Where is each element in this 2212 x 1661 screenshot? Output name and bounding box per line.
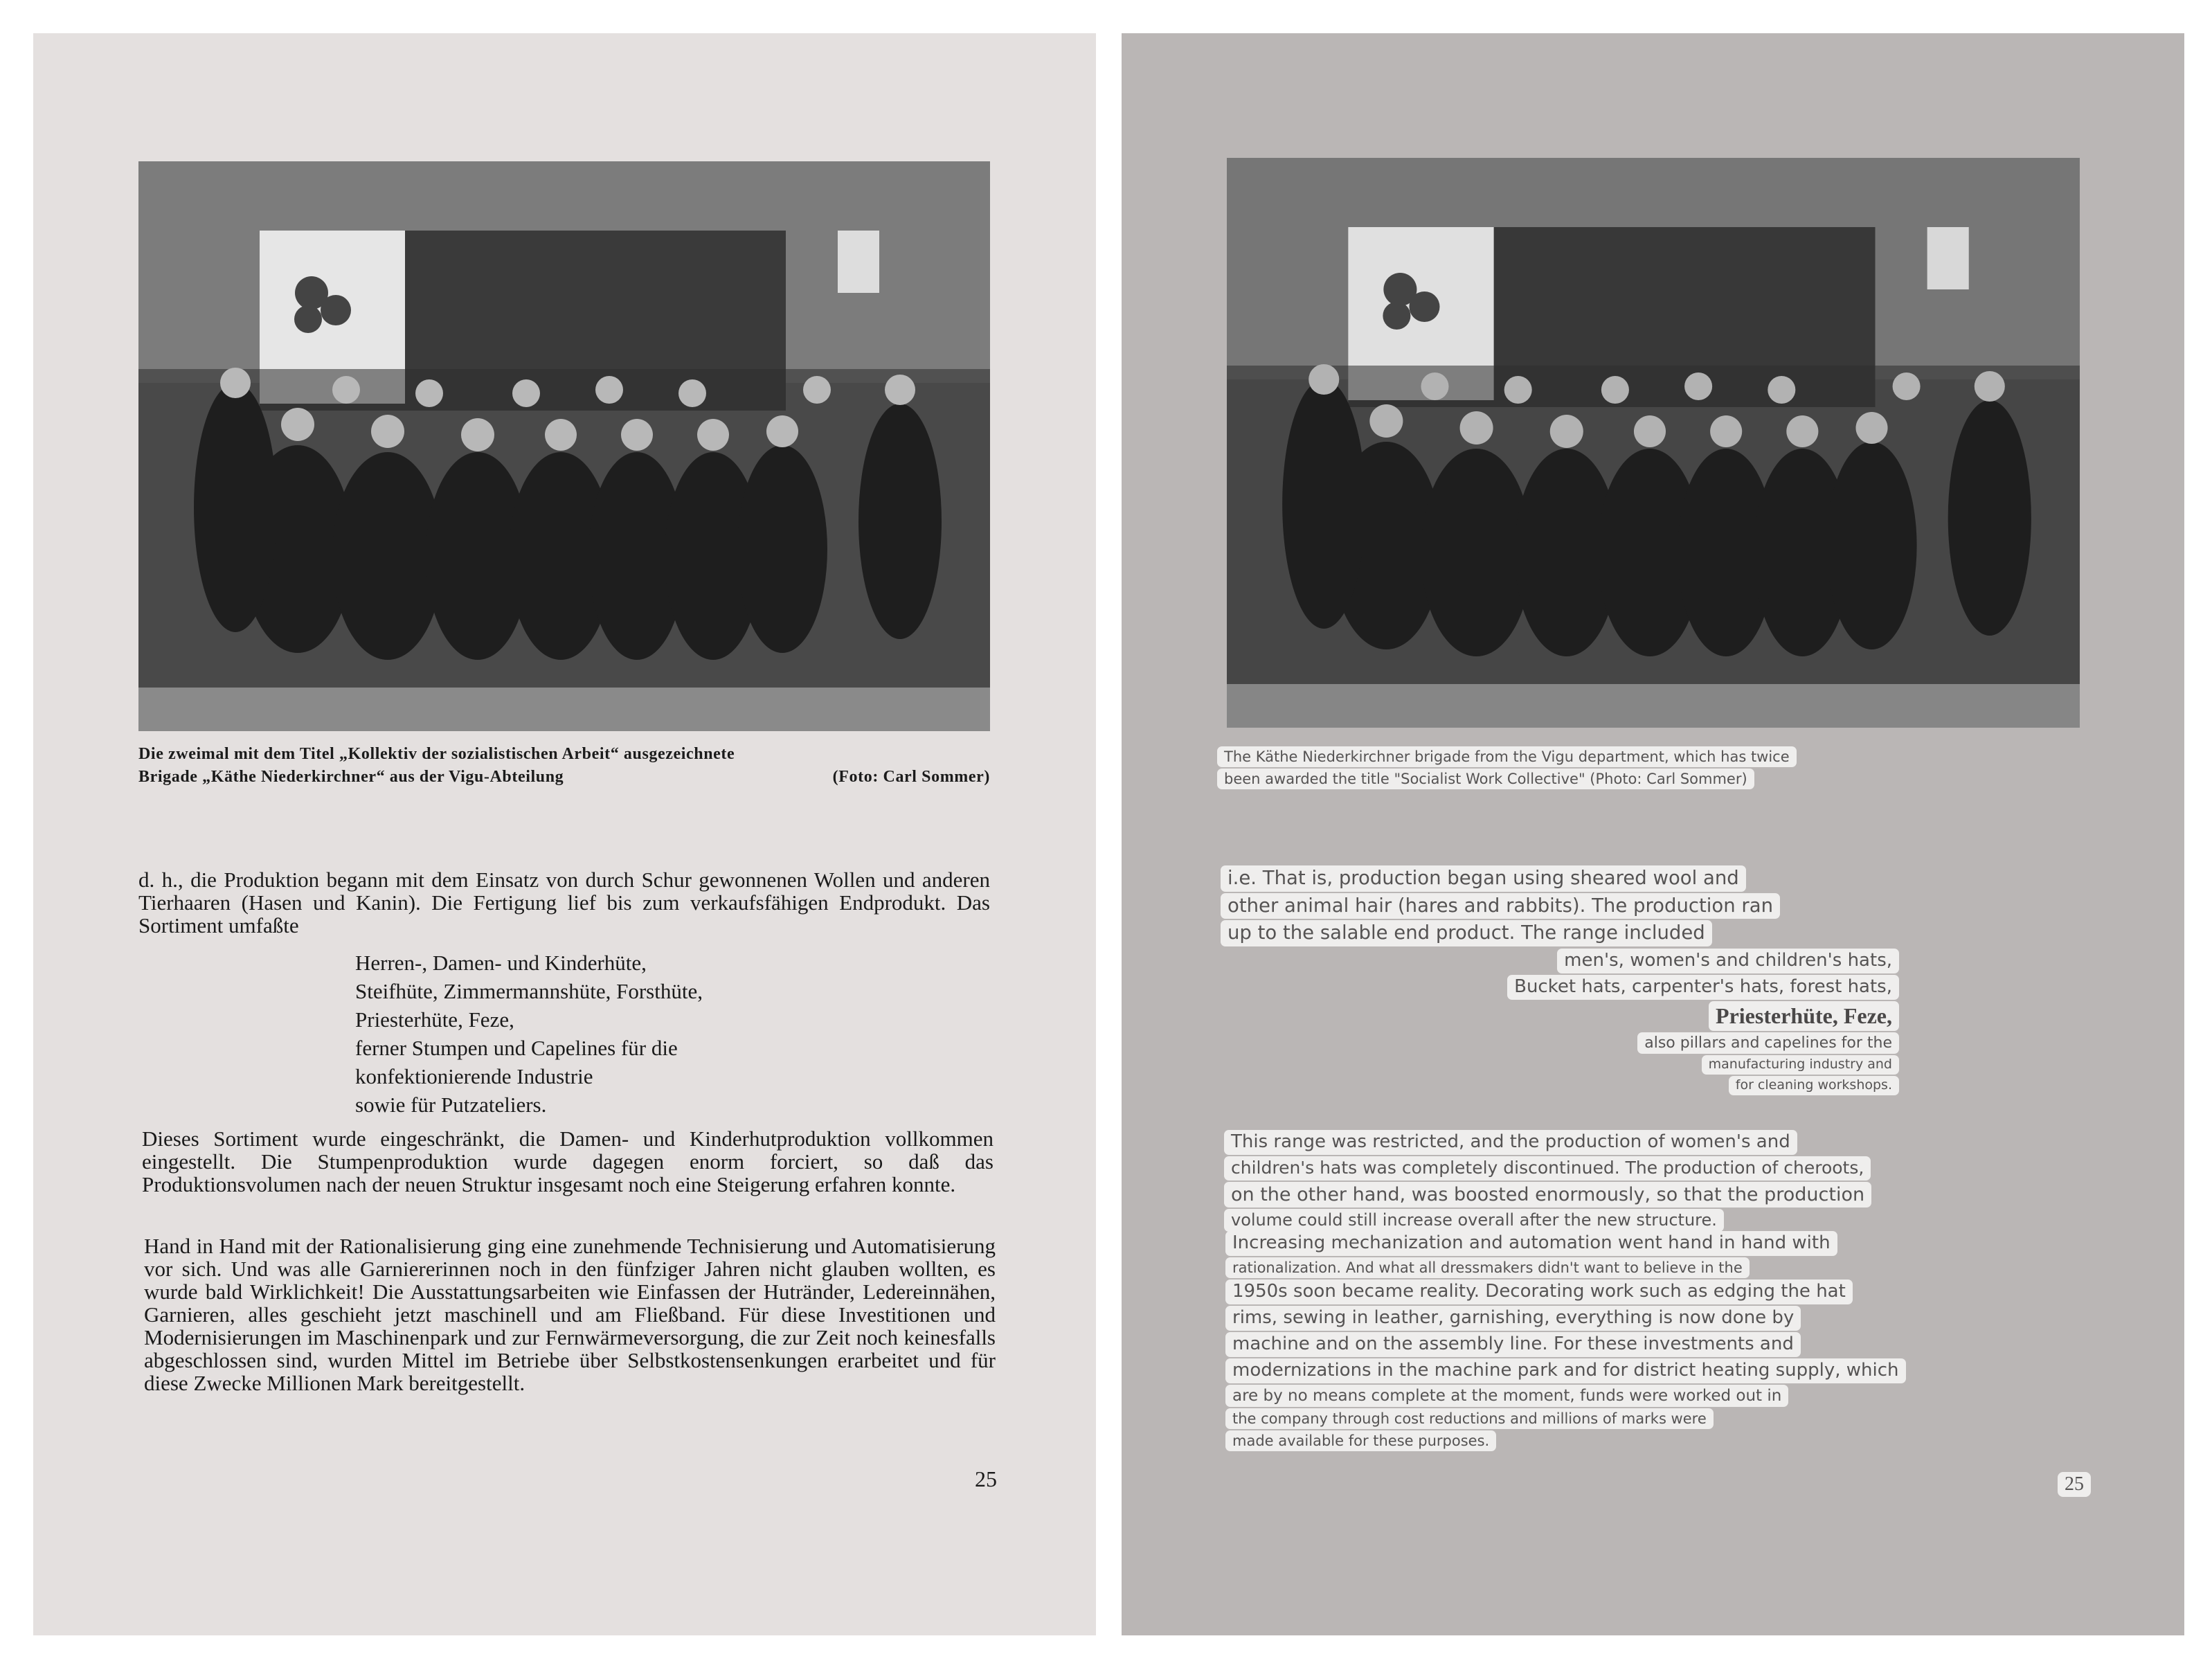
- translated-product-list: [1507, 949, 1899, 1097]
- translated-line: i.e. That is, production began using sheared wool and: [1221, 865, 1746, 892]
- translated-line: up to the salable end product. The range included: [1221, 920, 1712, 946]
- photo-placeholder-icon: [1227, 158, 2080, 728]
- translated-list-item: for cleaning workshops.: [1729, 1076, 1899, 1095]
- translated-list-item: Bucket hats, carpenter's hats, forest hats,: [1507, 975, 1899, 1000]
- translated-line: This range was restricted, and the production of women's and: [1224, 1130, 1797, 1155]
- translated-paragraph-1: [1221, 865, 1780, 948]
- paragraph-3: Hand in Hand mit der Rationalisierung ging eine zunehmende Technisierung und Automatisierung vor sich. Und was alle Garniererinnen noch in den fünfziger Jahren nicht glauben wollten, es wurde bald Wirklichkeit! Die Ausstattungsarbeiten wie Einfassen der Hutränder, Ledereinnähen, Garnieren, alles geschieht jetzt maschinell und am Fließband. Für diese Investitionen und Modernisierungen im Maschinenpark und zur Fernwärmeversorgung, die zur Zeit noch keinesfalls abgeschlossen sind, wurden Mittel im Betriebe über Selbstkostensenkungen erarbeitet und für diese Zwecke Millionen Mark bereitgestellt.: [144, 1234, 996, 1395]
- page-number: 25: [975, 1466, 997, 1491]
- photo-placeholder-icon: [138, 161, 990, 731]
- translated-line: Increasing mechanization and automation went hand in hand with: [1225, 1231, 1837, 1256]
- photo-caption: [138, 743, 990, 789]
- list-item: Priesterhüte, Feze,: [355, 1007, 514, 1032]
- translated-caption: [1217, 746, 1797, 791]
- translated-list-item: manufacturing industry and: [1702, 1055, 1899, 1075]
- translated-line: 1950s soon became reality. Decorating work such as edging the hat: [1225, 1280, 1853, 1304]
- translated-line: made available for these purposes.: [1225, 1430, 1496, 1451]
- brigade-group-photo: [138, 161, 990, 731]
- translated-line: machine and on the assembly line. For these investments and: [1225, 1332, 1801, 1357]
- translated-line: rims, sewing in leather, garnishing, everything is now done by: [1225, 1306, 1801, 1331]
- translated-paragraph-2: [1224, 1130, 1871, 1233]
- translated-list-item: Priesterhüte, Feze,: [1709, 1001, 1899, 1031]
- translated-list-item: men's, women's and children's hats,: [1557, 949, 1899, 973]
- translated-list-item: also pillars and capelines for the: [1637, 1032, 1899, 1054]
- translated-line: the company through cost reductions and millions of marks were: [1225, 1408, 1714, 1429]
- translated-line: modernizations in the machine park and for district heating supply, which: [1225, 1358, 1906, 1383]
- list-item: Herren-, Damen- und Kinderhüte,: [355, 951, 647, 975]
- translated-caption-line: The Käthe Niederkirchner brigade from the Vigu department, which has twice: [1217, 746, 1797, 767]
- brigade-group-photo-translated: [1227, 158, 2080, 728]
- list-item: sowie für Putzateliers.: [355, 1093, 547, 1117]
- paragraph-2: Dieses Sortiment wurde eingeschränkt, die Damen- und Kinderhutproduktion vollkommen eingestellt. Die Stumpenproduktion wurde dagegen enorm forciert, so daß das Produktionsvolumen nach der neuen Struktur insgesamt noch eine Steigerung erfahren konnte.: [142, 1126, 993, 1196]
- translated-line: children's hats was completely discontinued. The production of cheroots,: [1224, 1156, 1871, 1180]
- caption-line-2: [138, 766, 990, 789]
- translated-line: rationalization. And what all dressmakers didn't want to believe in the: [1225, 1257, 1750, 1278]
- caption-photo-credit: (Foto: Carl Sommer): [832, 768, 990, 786]
- translated-caption-line: been awarded the title "Socialist Work Collective" (Photo: Carl Sommer): [1217, 769, 1754, 789]
- caption-line-1: Die zweimal mit dem Titel „Kollektiv der sozialistischen Arbeit“ ausgezeichnete: [138, 745, 735, 763]
- product-list: [355, 949, 703, 1119]
- translated-paragraph-3: [1225, 1231, 1906, 1453]
- translated-line: on the other hand, was boosted enormously, so that the production: [1224, 1182, 1871, 1207]
- translated-page: [1122, 33, 2184, 1635]
- translated-line: are by no means complete at the moment, funds were worked out in: [1225, 1385, 1788, 1407]
- original-page: [33, 33, 1096, 1635]
- list-item: ferner Stumpen und Capelines für die: [355, 1036, 678, 1060]
- translated-line: volume could still increase overall after the new structure.: [1224, 1209, 1724, 1232]
- translated-page-number: 25: [2058, 1472, 2091, 1497]
- translated-line: other animal hair (hares and rabbits). The production ran: [1221, 893, 1780, 919]
- caption-brigade: Brigade „Käthe Niederkirchner“ aus der Vigu-Abteilung: [138, 768, 564, 786]
- paragraph-1: d. h., die Produktion begann mit dem Einsatz von durch Schur gewonnenen Wollen und anderen Tierhaaren (Hasen und Kanin). Die Fertigung lief bis zum verkaufsfähigen Endprodukt. Das Sortiment umfaßte: [138, 868, 990, 937]
- list-item: konfektionierende Industrie: [355, 1064, 593, 1088]
- list-item: Steifhüte, Zimmermannshüte, Forsthüte,: [355, 979, 703, 1003]
